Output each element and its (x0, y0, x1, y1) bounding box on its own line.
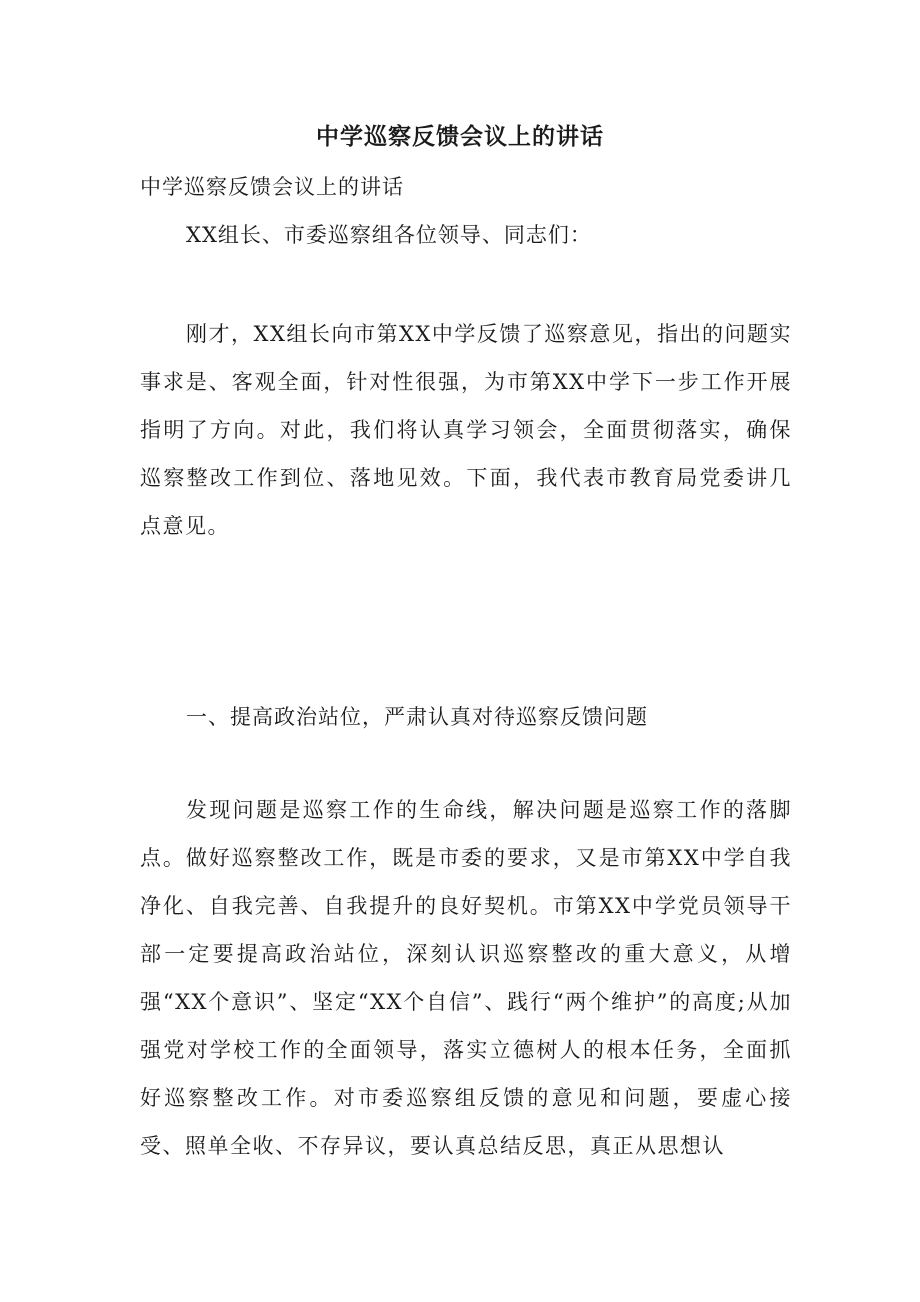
section-heading: 一、提高政治站位，严肃认真对待巡察反馈问题 (186, 705, 648, 729)
paragraph-opening: 刚才，XX组长向市第XX中学反馈了巡察意见，指出的问题实事求是、客观全面，针对性很强，为市第XX中学下一步工作开展指明了方向。对此，我们将认真学习领会，全面贯彻落实，确保巡察整改工作到位、落地见效。下面，我代表市教育局党委讲几点意见。 (140, 322, 792, 538)
document-subtitle: 中学巡察反馈会议上的讲话 (140, 175, 404, 199)
salutation: XX组长、市委巡察组各位领导、同志们： (186, 223, 592, 247)
document-title: 中学巡察反馈会议上的讲话 (316, 123, 604, 150)
paragraph-section-one: 发现问题是巡察工作的生命线，解决问题是巡察工作的落脚点。做好巡察整改工作，既是市委的要求，又是市第XX中学自我净化、自我完善、自我提升的良好契机。市第XX中学党员领导干部一定要提高政治站位，深刻认识巡察整改的重大意义，从增强“XX个意识”、坚定“XX个自信”、践行“两个维护”的高度;从加强党对学校工作的全面领导，落实立德树人的根本任务，全面抓好巡察整改工作。对市委巡察组反馈的意见和问题，要虚心接受、照单全收、不存异议，要认真总结反思，真正从思想认 (140, 798, 792, 1158)
